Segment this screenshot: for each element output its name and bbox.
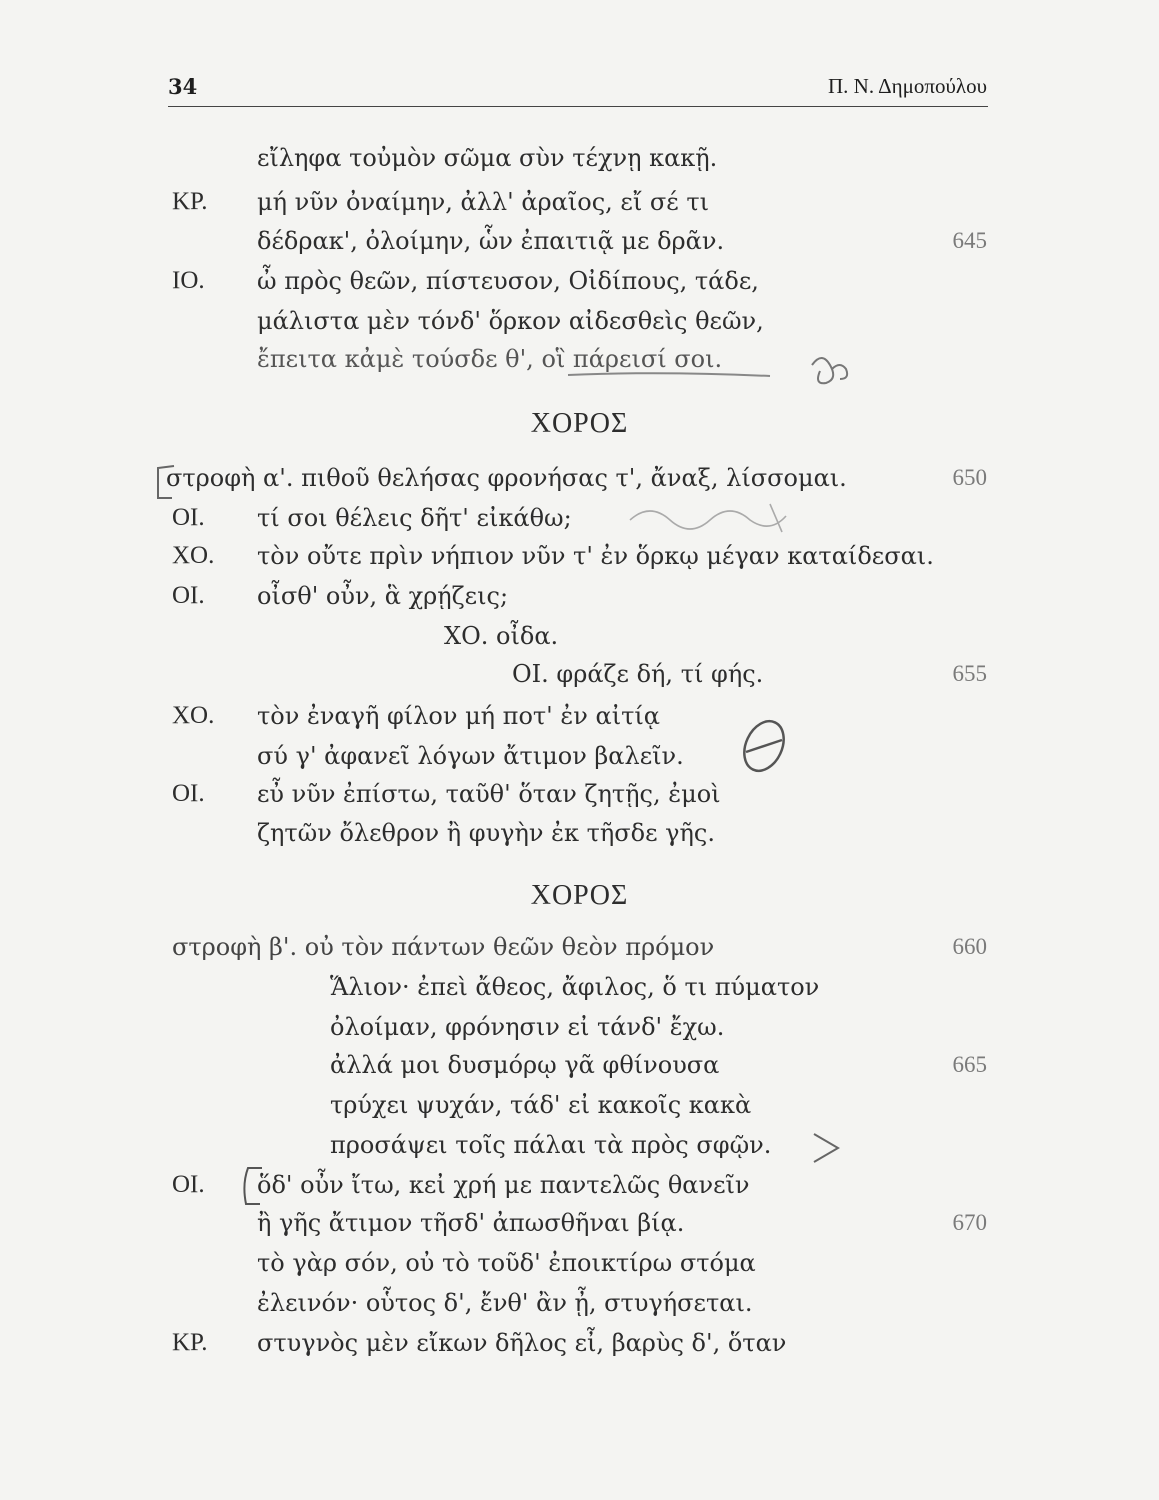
verse-line: ὅδ' οὖν ἴτω, κεἰ χρή με παντελῶς θανεῖν: [257, 1171, 750, 1199]
verse-line: τρύχει ψυχάν, τάδ' εἰ κακοῖς κακὰ: [330, 1091, 752, 1119]
speaker-label: ΙΟ.: [172, 267, 205, 294]
page-number: 34: [168, 74, 198, 99]
line-number: 670: [952, 1210, 987, 1235]
verse-line: προσάψει τοῖς πάλαι τὰ πρὸς σφῷν.: [330, 1131, 772, 1159]
verse-line: εὖ νῦν ἐπίστω, ταῦθ' ὅταν ζητῇς, ἐμοὶ: [257, 780, 721, 808]
line-number: 660: [952, 934, 987, 959]
verse-line: στροφὴ α'. πιθοῦ θελήσας φρονήσας τ', ἄναξ, λίσσομαι.: [166, 464, 847, 492]
pencil-annotation: [560, 345, 880, 395]
speaker-label: ΟΙ.: [172, 1171, 205, 1198]
verse-line: ΧΟ. οἶδα.: [444, 622, 559, 650]
verse-line: σύ γ' ἀφανεῖ λόγων ἄτιμον βαλεῖν.: [257, 742, 684, 770]
verse-line: στροφὴ β'. οὐ τὸν πάντων θεῶν θεὸν πρόμον: [172, 933, 715, 961]
section-title: ΧΟΡΟΣ: [530, 880, 629, 911]
verse-line: τὸν οὔτε πρὶν νήπιον νῦν τ' ἐν ὅρκῳ μέγαν καταίδεσαι.: [257, 542, 934, 570]
pencil-angle-mark: [808, 1128, 848, 1168]
pencil-theta-mark: [724, 712, 804, 782]
verse-line: ἢ γῆς ἄτιμον τῆσδ' ἀπωσθῆναι βίᾳ.: [257, 1209, 685, 1237]
speaker-label: ΟΙ.: [172, 780, 205, 807]
speaker-label: ΧΟ.: [172, 702, 215, 729]
verse-line: τί σοι θέλεις δῆτ' εἰκάθω;: [257, 504, 572, 532]
verse-line: τὸ γὰρ σόν, οὐ τὸ τοῦδ' ἐποικτίρω στόμα: [257, 1249, 756, 1277]
verse-line: τὸν ἐναγῆ φίλον μή ποτ' ἐν αἰτίᾳ: [257, 702, 661, 730]
verse-line: δέδρακ', ὀλοίμην, ὧν ἐπαιτιᾷ με δρᾶν.: [257, 227, 725, 255]
header-rule: [168, 106, 988, 107]
speaker-label: ΟΙ.: [172, 582, 205, 609]
verse-line: οἶσθ' οὖν, ἃ χρῄζεις;: [257, 582, 509, 610]
verse-line: ὀλοίμαν, φρόνησιν εἰ τάνδ' ἔχω.: [330, 1013, 725, 1041]
verse-line: μή νῦν ὀναίμην, ἀλλ' ἀραῖος, εἴ σέ τι: [257, 188, 710, 216]
line-number: 645: [952, 228, 987, 253]
speaker-label: ΟΙ.: [172, 504, 205, 531]
section-title: ΧΟΡΟΣ: [530, 408, 629, 439]
verse-line: ὦ πρὸς θεῶν, πίστευσον, Οἰδίπους, τάδε,: [257, 267, 759, 295]
verse-line: Ἅλιον· ἐπεὶ ἄθεος, ἄφιλος, ὅ τι πύματον: [330, 973, 820, 1001]
speaker-label: ΚΡ.: [172, 188, 208, 215]
speaker-label: ΧΟ.: [172, 542, 215, 569]
verse-line: ζητῶν ὄλεθρον ἢ φυγὴν ἐκ τῆσδε γῆς.: [257, 819, 715, 847]
verse-line: ἐλεινόν· οὗτος δ', ἔνθ' ἂν ᾖ, στυγήσεται.: [257, 1289, 753, 1317]
verse-line: στυγνὸς μὲν εἴκων δῆλος εἶ, βαρὺς δ', ὅταν: [257, 1329, 787, 1357]
pencil-scribble: [620, 500, 830, 540]
verse-line: εἴληφα τοὐμὸν σῶμα σὺν τέχνῃ κακῇ.: [257, 144, 718, 172]
running-header-author: Π. Ν. Δημοπούλου: [828, 74, 987, 98]
verse-line: ἀλλά μοι δυσμόρῳ γᾶ φθίνουσα: [330, 1051, 720, 1079]
verse-line: μάλιστα μὲν τόνδ' ὅρκον αἰδεσθεὶς θεῶν,: [257, 307, 764, 335]
line-number: 650: [952, 465, 987, 490]
verse-line: ΟΙ. φράζε δή, τί φής.: [512, 660, 764, 688]
line-number: 655: [952, 661, 987, 686]
speaker-label: ΚΡ.: [172, 1329, 208, 1356]
line-number: 665: [952, 1052, 987, 1077]
verse-line: ἔπειτα κἀμὲ τούσδε θ', οἳ πάρεισί σοι.: [257, 345, 723, 373]
